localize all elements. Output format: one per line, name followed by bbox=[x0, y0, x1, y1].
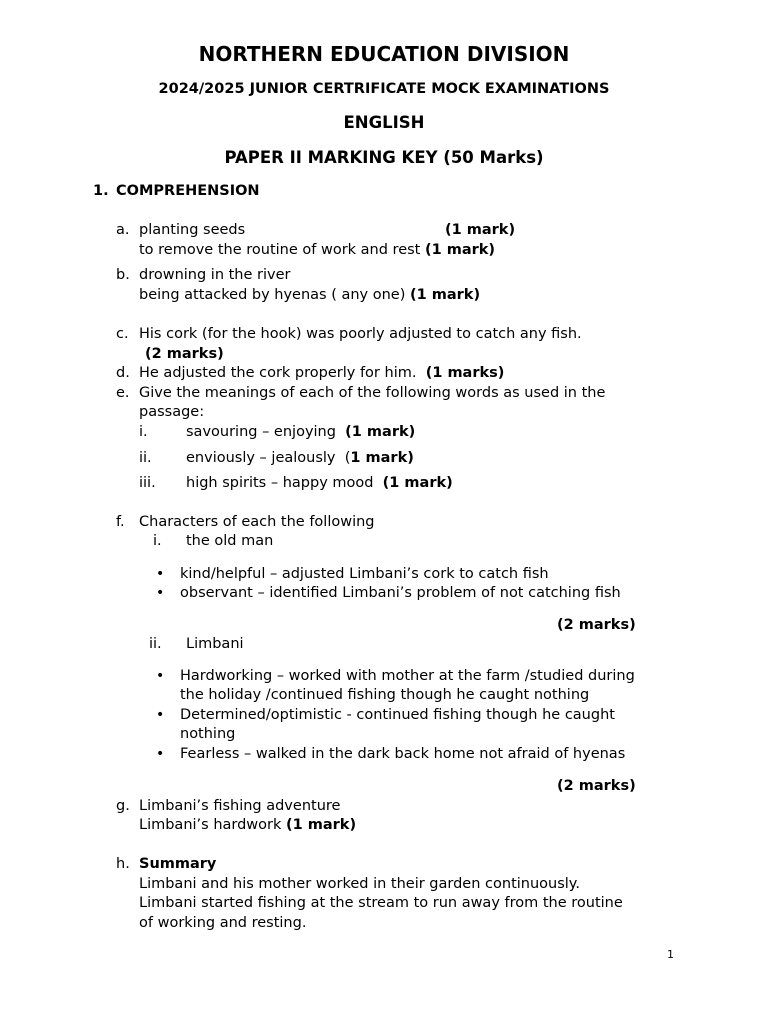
item-e-question-2: passage: bbox=[139, 404, 205, 420]
item-f-ii-marks: (2 marks) bbox=[557, 778, 636, 794]
subject-title: ENGLISH bbox=[343, 113, 425, 132]
item-g-label: g. bbox=[116, 798, 130, 814]
item-e-question-1: Give the meanings of each of the following words as used in the bbox=[139, 385, 606, 401]
item-f-label: f. bbox=[116, 514, 125, 530]
item-a-answer-1: planting seeds bbox=[139, 222, 246, 238]
item-d-answer: He adjusted the cork properly for him. (1 marks) bbox=[139, 365, 505, 381]
item-f-ii-bullet-3: Fearless – walked in the dark back home not afraid of hyenas bbox=[180, 746, 626, 762]
section-title: COMPREHENSION bbox=[116, 183, 260, 199]
item-d-label: d. bbox=[116, 365, 130, 381]
item-c-marks: (2 marks) bbox=[145, 346, 224, 362]
item-f-i-bullet-2: observant – identified Limbani’s problem of not catching fish bbox=[180, 585, 621, 601]
item-f-i-num: i. bbox=[153, 533, 162, 549]
item-f-question: Characters of each the following bbox=[139, 514, 375, 530]
item-h-title: Summary bbox=[139, 856, 217, 872]
item-c-label: c. bbox=[116, 326, 129, 342]
item-g-answer-1: Limbani’s fishing adventure bbox=[139, 798, 341, 814]
item-f-ii-title: Limbani bbox=[186, 636, 244, 652]
item-e-iii-marks: (1 mark) bbox=[382, 475, 453, 491]
item-a-marks-1: (1 mark) bbox=[445, 222, 516, 238]
summary-line-2: Limbani started fishing at the stream to run away from the routine bbox=[139, 895, 623, 911]
item-f-ii-bullet-2-line-1: Determined/optimistic - continued fishing though he caught bbox=[180, 707, 615, 723]
item-e-iii-num: iii. bbox=[139, 475, 156, 491]
summary-line-3: of working and resting. bbox=[139, 915, 307, 931]
item-f-ii-bullet-1-line-2: the holiday /continued fishing though he caught nothing bbox=[180, 687, 590, 703]
item-f-i-marks: (2 marks) bbox=[557, 617, 636, 633]
item-e-ii-marks: 1 mark) bbox=[350, 450, 414, 466]
document-title: NORTHERN EDUCATION DIVISION bbox=[198, 42, 570, 66]
item-e-i-text: savouring – enjoying (1 mark) bbox=[186, 424, 416, 440]
item-e-label: e. bbox=[116, 385, 130, 401]
item-f-ii-bullet-2-line-2: nothing bbox=[180, 726, 236, 742]
item-a-answer-2: to remove the routine of work and rest (1 mark) bbox=[139, 242, 496, 258]
item-e-ii-text: enviously – jealously (1 mark) bbox=[186, 450, 414, 466]
item-d-marks: (1 marks) bbox=[425, 365, 505, 381]
item-a-marks-2: (1 mark) bbox=[424, 242, 496, 258]
item-h-label: h. bbox=[116, 856, 130, 872]
item-e-i-marks: (1 mark) bbox=[345, 424, 416, 440]
section-number: 1. bbox=[93, 183, 109, 199]
item-b-label: b. bbox=[116, 267, 130, 283]
item-g-marks: (1 mark) bbox=[286, 817, 357, 833]
bullet-icon: • bbox=[156, 707, 165, 723]
item-f-ii-bullet-1-line-1: Hardworking – worked with mother at the farm /studied during bbox=[180, 668, 635, 684]
item-c-answer: His cork (for the hook) was poorly adjusted to catch any fish. bbox=[139, 326, 582, 342]
paper-title: PAPER II MARKING KEY (50 Marks) bbox=[224, 148, 544, 167]
item-b-answer-1: drowning in the river bbox=[139, 267, 291, 283]
item-e-ii-num: ii. bbox=[139, 450, 152, 466]
bullet-icon: • bbox=[156, 585, 165, 601]
bullet-icon: • bbox=[156, 668, 165, 684]
item-e-iii-text: high spirits – happy mood (1 mark) bbox=[186, 475, 453, 491]
item-a-label: a. bbox=[116, 222, 130, 238]
item-g-answer-2: Limbani’s hardwork (1 mark) bbox=[139, 817, 357, 833]
item-f-i-bullet-1: kind/helpful – adjusted Limbani’s cork to catch fish bbox=[180, 566, 549, 582]
bullet-icon: • bbox=[156, 746, 165, 762]
document-subtitle: 2024/2025 JUNIOR CERTRIFICATE MOCK EXAMINATIONS bbox=[158, 81, 610, 97]
page-number: 1 bbox=[667, 948, 674, 961]
item-f-ii-num: ii. bbox=[149, 636, 162, 652]
item-e-i-num: i. bbox=[139, 424, 148, 440]
item-b-marks: (1 mark) bbox=[410, 287, 481, 303]
item-f-i-title: the old man bbox=[186, 533, 274, 549]
bullet-icon: • bbox=[156, 566, 165, 582]
summary-line-1: Limbani and his mother worked in their garden continuously. bbox=[139, 876, 580, 892]
item-b-answer-2: being attacked by hyenas ( any one) (1 mark) bbox=[139, 287, 481, 303]
